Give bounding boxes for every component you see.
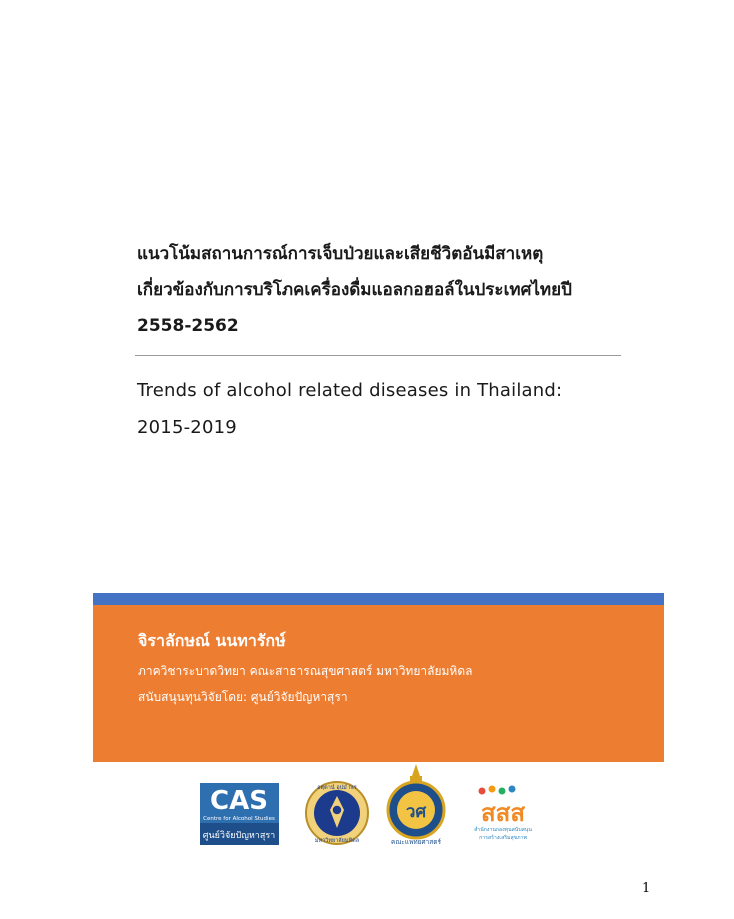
medicine-logo-text: คณะแพทยศาสตร์ xyxy=(391,838,441,846)
author-affiliation: ภาควิชาระบาดวิทยา คณะสาธารณสุขศาสตร์ มหาวิทยาลัยมหิดล xyxy=(138,664,473,678)
thai-title-line-2: เกี่ยวข้องกับการบริโภคเครื่องดื่มแอลกอฮอล์ในประเทศไทยปี xyxy=(137,280,572,300)
thai-title xyxy=(137,236,637,344)
cas-logo xyxy=(200,783,279,845)
medicine-faculty-logo xyxy=(383,762,449,846)
funding-support: สนับสนุนทุนวิจัยโดย: ศูนย์วิจัยปัญหาสุรา xyxy=(138,690,348,704)
thaihealth-logo-mark: สสส xyxy=(481,799,525,827)
english-title-line-1: Trends of alcohol related diseases in Thailand: xyxy=(137,380,563,401)
author-name: จิราลักษณ์ นนทารักษ์ xyxy=(138,631,286,650)
cas-logo-thai: ศูนย์วิจัยปัญหาสุรา xyxy=(202,831,276,841)
page-number: 1 xyxy=(642,881,651,896)
title-divider xyxy=(135,355,621,356)
mahidol-logo-motto: อตฺตานํ อุปมํ กเร xyxy=(317,785,357,791)
thaihealth-logo xyxy=(470,785,536,843)
cas-logo-abbr: CAS xyxy=(210,786,268,816)
thai-title-line-3: 2558-2562 xyxy=(137,316,239,336)
thai-title-line-1: แนวโน้มสถานการณ์การเจ็บป่วยและเสียชีวิตอันมีสาเหตุ xyxy=(137,244,544,264)
thaihealth-logo-line-1: สำนักงานกองทุนสนับสนุน xyxy=(474,827,532,833)
english-title-line-2: 2015-2019 xyxy=(137,417,237,438)
english-title xyxy=(137,372,637,446)
mahidol-logo-name: มหาวิทยาลัยมหิดล xyxy=(314,838,360,844)
cas-logo-subtitle: Centre for Alcohol Studies xyxy=(203,816,275,822)
mahidol-logo xyxy=(304,780,370,846)
medicine-logo-mark: วศ xyxy=(405,802,427,822)
author-box xyxy=(93,605,664,762)
thaihealth-logo-line-2: การสร้างเสริมสุขภาพ xyxy=(479,835,527,841)
blue-accent-bar xyxy=(93,593,664,605)
